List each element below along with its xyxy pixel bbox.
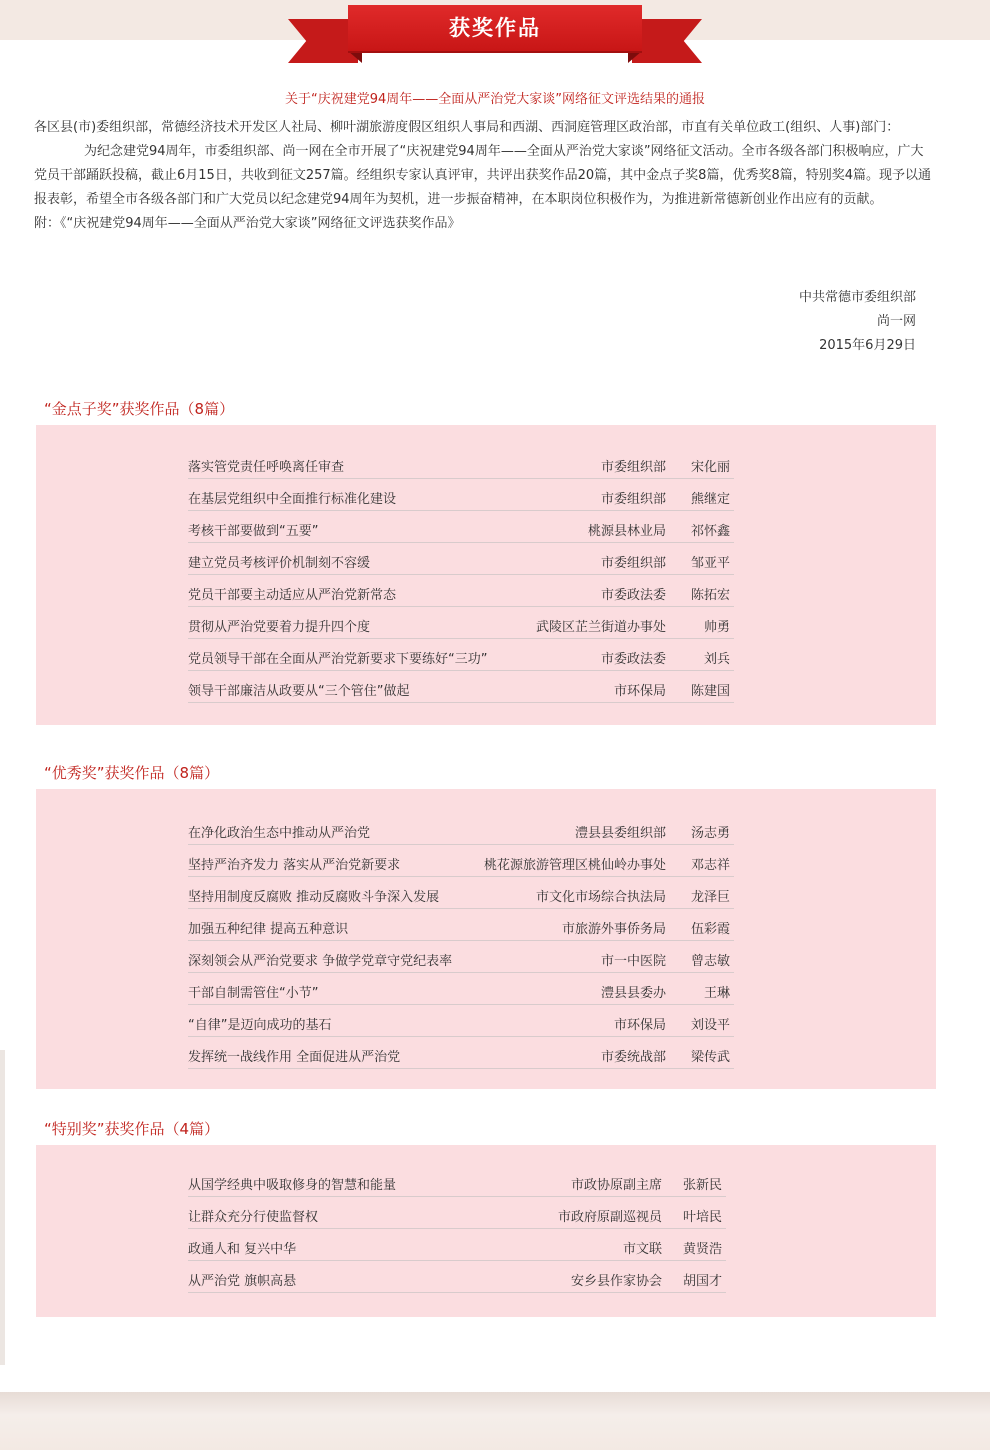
award-unit: 桃源县林业局 (587, 524, 666, 539)
award-unit: 市委政法委 (600, 652, 666, 667)
award-row[interactable] (188, 813, 734, 845)
award-title[interactable]: 从国学经典中吸取修身的智慧和能量 (188, 1178, 397, 1193)
award-author: 叶培民 (682, 1210, 722, 1225)
award-title[interactable]: 坚持用制度反腐败 推动反腐败斗争深入发展 (188, 890, 440, 905)
award-unit: 市委组织部 (600, 492, 666, 507)
award-title[interactable]: 从严治党 旗帜高悬 (188, 1274, 297, 1289)
award-author: 黄贤浩 (682, 1242, 722, 1257)
signature-org: 中共常德市委组织部 (798, 290, 916, 305)
ribbon-title: 获奖作品 (348, 5, 642, 53)
award-unit: 澧县县委组织部 (574, 826, 666, 841)
award-author: 梁传武 (690, 1050, 730, 1065)
award-author: 曾志敏 (690, 954, 730, 969)
award-title[interactable]: 党员领导干部在全面从严治党新要求下要练好“三功” (188, 652, 488, 667)
award-row[interactable] (188, 877, 734, 909)
award-row[interactable] (188, 1037, 734, 1069)
award-title[interactable]: 干部自制需管住“小节” (188, 986, 319, 1001)
notice-title[interactable]: 关于“庆祝建党94周年——全面从严治党大家谈”网络征文评选结果的通报 (284, 92, 705, 107)
award-author: 陈拓宏 (690, 588, 730, 603)
notice-paragraph: 为纪念建党94周年，市委组织部、尚一网在全市开展了“庆祝建党94周年——全面从严治党大家谈”网络征文活动。全市各级各部门积极响应，广大党员干部踊跃投稿，截止6月15日，共收到征文257篇。经组织专家认真评审，共评出获奖作品20篇，其中金点子奖8篇，优秀奖8篇，特别奖4篇。现予以通报表彰，希望全市各级各部门和广大党员以纪念建党94周年为契机，进一步振奋精神，在本职岗位积极作为，为推进新常德新创业作出应有的贡献。 (34, 144, 931, 207)
award-unit: 市一中医院 (600, 954, 666, 969)
award-box-golden-idea (36, 425, 936, 725)
award-title[interactable]: 深刻领会从严治党要求 争做学党章守党纪表率 (188, 954, 453, 969)
award-title[interactable]: 落实管党责任呼唤离任审查 (188, 460, 345, 475)
award-author: 伍彩霞 (690, 922, 730, 937)
signature-block (799, 286, 916, 358)
award-title[interactable]: 加强五种纪律 提高五种意识 (188, 922, 349, 937)
section-heading-excellence: “优秀奖”获奖作品（8篇） (44, 764, 220, 782)
award-author: 宋化丽 (690, 460, 730, 475)
award-list (188, 1165, 726, 1293)
award-row[interactable] (188, 973, 734, 1005)
award-unit: 市委统战部 (600, 1050, 666, 1065)
award-row[interactable] (188, 941, 734, 973)
award-unit: 澧县县委办 (600, 986, 666, 1001)
award-author: 邓志祥 (690, 858, 730, 873)
notice-salutation: 各区县(市)委组织部，常德经济技术开发区人社局、柳叶湖旅游度假区组织人事局和西湖、西洞庭管理区政治部，市直有关单位政工(组织、人事)部门： (34, 120, 900, 135)
title-ribbon (288, 5, 702, 67)
award-author: 祁怀鑫 (690, 524, 730, 539)
award-unit: 市政协原副主席 (570, 1178, 662, 1193)
award-title[interactable]: 政通人和 复兴中华 (188, 1242, 297, 1257)
award-row[interactable] (188, 479, 734, 511)
bottom-shadow (0, 1392, 990, 1450)
award-author: 刘设平 (690, 1018, 730, 1033)
award-author: 胡国才 (682, 1274, 722, 1289)
award-box-excellence (36, 789, 936, 1089)
award-title[interactable]: 建立党员考核评价机制刻不容缓 (188, 556, 371, 571)
section-heading-special: “特别奖”获奖作品（4篇） (44, 1120, 220, 1138)
award-author: 帅勇 (703, 620, 730, 635)
award-title[interactable]: 考核干部要做到“五要” (188, 524, 319, 539)
award-unit: 市文联 (622, 1242, 662, 1257)
award-author: 熊继定 (690, 492, 730, 507)
award-row[interactable] (188, 639, 734, 671)
award-author: 刘兵 (703, 652, 730, 667)
award-unit: 桃花源旅游管理区桃仙岭办事处 (483, 858, 666, 873)
award-unit: 市文化市场综合执法局 (535, 890, 666, 905)
award-author: 邹亚平 (690, 556, 730, 571)
award-unit: 市环保局 (613, 1018, 666, 1033)
award-row[interactable] (188, 543, 734, 575)
award-unit: 市环保局 (613, 684, 666, 699)
award-row[interactable] (188, 1229, 726, 1261)
award-title[interactable]: 发挥统一战线作用 全面促进从严治党 (188, 1050, 401, 1065)
award-author: 陈建国 (690, 684, 730, 699)
award-unit: 武陵区芷兰街道办事处 (535, 620, 666, 635)
award-row[interactable] (188, 511, 734, 543)
award-row[interactable] (188, 447, 734, 479)
award-title[interactable]: 坚持严治齐发力 落实从严治党新要求 (188, 858, 401, 873)
award-list (188, 447, 734, 703)
award-box-special (36, 1145, 936, 1317)
award-title[interactable]: 党员干部要主动适应从严治党新常态 (188, 588, 397, 603)
award-unit: 市委政法委 (600, 588, 666, 603)
award-row[interactable] (188, 607, 734, 639)
award-row[interactable] (188, 671, 734, 703)
signature-site: 尚一网 (876, 314, 916, 329)
award-unit: 市旅游外事侨务局 (561, 922, 666, 937)
award-unit: 市委组织部 (600, 556, 666, 571)
award-author: 张新民 (682, 1178, 722, 1193)
signature-date: 2015年6月29日 (819, 338, 916, 353)
award-title[interactable]: 让群众充分行使监督权 (188, 1210, 319, 1225)
award-title[interactable]: “自律”是迈向成功的基石 (188, 1018, 332, 1033)
award-title[interactable]: 在净化政治生态中推动从严治党 (188, 826, 371, 841)
award-row[interactable] (188, 575, 734, 607)
award-unit: 安乡县作家协会 (570, 1274, 662, 1289)
award-row[interactable] (188, 909, 734, 941)
award-row[interactable] (188, 1165, 726, 1197)
award-unit: 市委组织部 (600, 460, 666, 475)
section-heading-golden-idea: “金点子奖”获奖作品（8篇） (44, 400, 235, 418)
panel-edge (0, 1050, 5, 1365)
award-author: 汤志勇 (690, 826, 730, 841)
notice-attachment: 附：《“庆祝建党94周年——全面从严治党大家谈”网络征文评选获奖作品》 (34, 216, 461, 231)
award-row[interactable] (188, 1261, 726, 1293)
ribbon-right-tail (632, 19, 702, 63)
notice-body (34, 116, 934, 236)
award-unit: 市政府原副巡视员 (557, 1210, 662, 1225)
award-row[interactable] (188, 845, 734, 877)
award-title[interactable]: 贯彻从严治党要着力提升四个度 (188, 620, 371, 635)
award-author: 龙泽巨 (690, 890, 730, 905)
award-title[interactable]: 领导干部廉洁从政要从“三个管住”做起 (188, 684, 410, 699)
award-list (188, 813, 734, 1069)
award-title[interactable]: 在基层党组织中全面推行标准化建设 (188, 492, 397, 507)
award-row[interactable] (188, 1005, 734, 1037)
award-row[interactable] (188, 1197, 726, 1229)
award-author: 王琳 (703, 986, 730, 1001)
